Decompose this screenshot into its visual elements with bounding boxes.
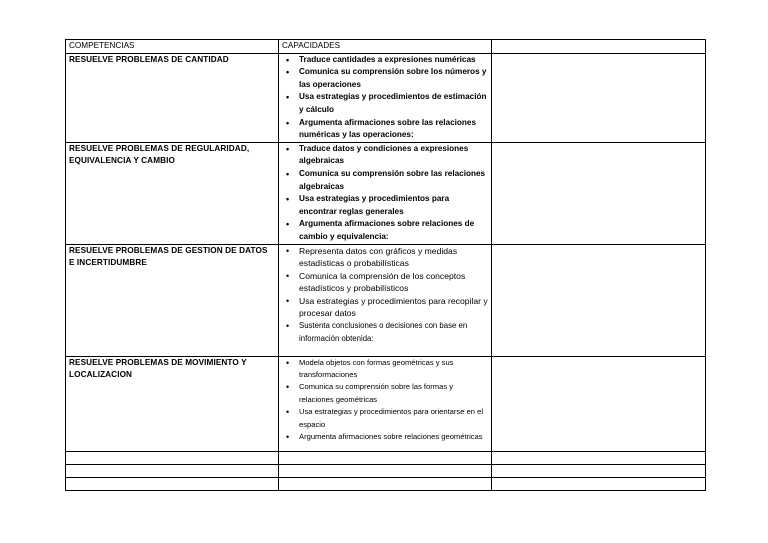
extra-cell: [492, 244, 706, 356]
empty-row: [66, 464, 706, 477]
list-item: • Usa estrategias y procedimientos de estimación y cálculo: [282, 91, 488, 116]
list-item: • Argumenta afirmaciones sobre relaciones geométricas: [282, 431, 488, 443]
list-item: • Usa estrategias y procedimientos para orientarse en el espacio: [282, 406, 488, 431]
capacidades-cell: [279, 356, 492, 451]
list-item: • Sustenta conclusiones o decisiones con base en información obtenida:: [282, 320, 488, 345]
empty-row: [66, 477, 706, 490]
empty-cell: [279, 477, 492, 490]
empty-row: [66, 451, 706, 464]
list-item: • Argumenta afirmaciones sobre las relaciones numéricas y las operaciones:: [282, 117, 488, 142]
table-row: [66, 244, 706, 356]
capacidades-cell: [279, 142, 492, 244]
list-item: • Traduce cantidades a expresiones numéricas: [282, 54, 488, 67]
table-row: [66, 142, 706, 244]
empty-cell: [279, 464, 492, 477]
list-item: • Comunica su comprensión sobre las formas y relaciones geométricas: [282, 381, 488, 406]
header-empty: [492, 40, 706, 54]
table-row: [66, 53, 706, 142]
list-item: • Modela objetos con formas geométricas y sus transformaciones: [282, 357, 488, 382]
list-item: • Traduce datos y condiciones a expresiones algebraicas: [282, 143, 488, 168]
empty-cell: [492, 451, 706, 464]
table-row: [66, 356, 706, 451]
competencia-cell: RESUELVE PROBLEMAS DE MOVIMIENTO Y LOCALIZACION: [66, 356, 279, 451]
competencia-cell: RESUELVE PROBLEMAS DE GESTION DE DATOS E INCERTIDUMBRE: [66, 244, 279, 356]
empty-cell: [492, 477, 706, 490]
header-capacidades: CAPACIDADES: [279, 40, 492, 54]
list-item: • Comunica su comprensión sobre los números y las operaciones: [282, 66, 488, 91]
extra-cell: [492, 53, 706, 142]
list-item: • Comunica la comprensión de los conceptos estadísticos y probabilísticos: [282, 270, 488, 295]
list-item: • Comunica su comprensión sobre las relaciones algebraicas: [282, 168, 488, 193]
capacidades-list: [282, 245, 488, 346]
header-competencias: COMPETENCIAS: [66, 40, 279, 54]
capacidades-list: [282, 54, 488, 142]
capacidades-list: [282, 357, 488, 444]
empty-cell: [66, 451, 279, 464]
table-header-row: [66, 40, 706, 54]
empty-cell: [492, 464, 706, 477]
capacidades-cell: [279, 244, 492, 356]
competencias-table: [65, 39, 706, 491]
capacidades-cell: [279, 53, 492, 142]
competencia-cell: RESUELVE PROBLEMAS DE REGULARIDAD, EQUIVALENCIA Y CAMBIO: [66, 142, 279, 244]
list-item: • Usa estrategias y procedimientos para encontrar reglas generales: [282, 193, 488, 218]
competencia-cell: RESUELVE PROBLEMAS DE CANTIDAD: [66, 53, 279, 142]
empty-cell: [279, 451, 492, 464]
list-item: • Argumenta afirmaciones sobre relaciones de cambio y equivalencia:: [282, 218, 488, 243]
capacidades-list: [282, 143, 488, 244]
extra-cell: [492, 142, 706, 244]
list-item: • Representa datos con gráficos y medidas estadísticas o probabilísticas: [282, 245, 488, 270]
list-item: • Usa estrategias y procedimientos para recopilar y procesar datos: [282, 295, 488, 320]
extra-cell: [492, 356, 706, 451]
empty-cell: [66, 464, 279, 477]
empty-cell: [66, 477, 279, 490]
